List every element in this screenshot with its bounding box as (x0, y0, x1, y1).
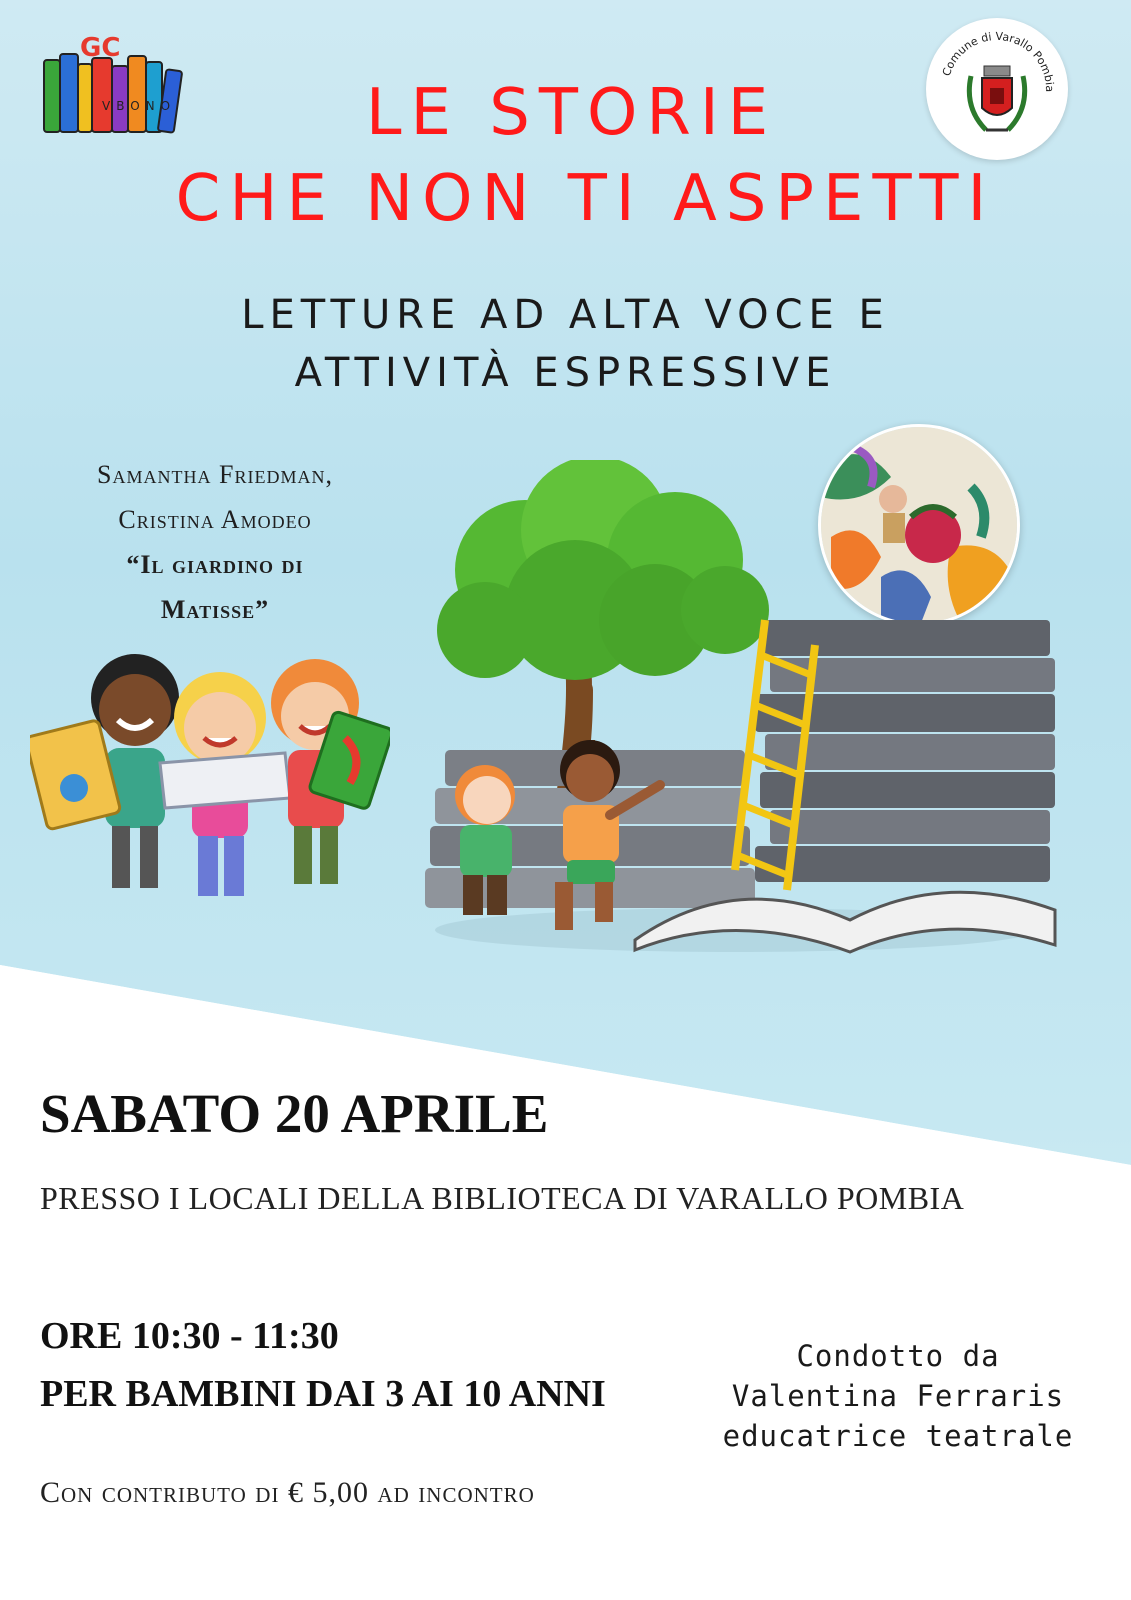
children-reading-illustration (30, 648, 390, 928)
subtitle-line-1: LETTURE AD ALTA VOCE E (241, 292, 890, 338)
event-date: SABATO 20 APRILE (40, 1083, 549, 1144)
tree-books-illustration (405, 460, 1075, 960)
book-credit (40, 452, 390, 632)
poster-subtitle (0, 286, 1131, 402)
author-2: Cristina Amodeo (118, 505, 312, 534)
title-line-1: LE STORIE (365, 76, 778, 150)
book-title-2: Matisse” (160, 595, 270, 624)
poster-title (0, 70, 1131, 242)
book-title-1: “Il giardino di (126, 550, 304, 579)
author-1: Samantha Friedman, (97, 460, 333, 489)
conducted-line-2: Valentina Ferraris (731, 1379, 1065, 1413)
conducted-by (718, 1336, 1078, 1456)
title-line-2: CHE NON TI ASPETTI (175, 162, 996, 236)
event-location: PRESSO I LOCALI DELLA BIBLIOTECA DI VARALLO POMBIA (40, 1180, 965, 1216)
subtitle-line-2: ATTIVITÀ ESPRESSIVE (294, 350, 837, 396)
logo-spine-text: VBONO (102, 99, 177, 113)
crest-text: Comune di Varallo Pombia (939, 29, 1057, 93)
event-fee: Con contributo di € 5,00 ad incontro (40, 1476, 535, 1509)
event-time: ORE 10:30 - 11:30 (40, 1315, 339, 1357)
conducted-line-1: Condotto da (796, 1339, 1000, 1373)
logo-letters: GC (80, 33, 121, 63)
conducted-line-3: educatrice teatrale (722, 1419, 1074, 1453)
event-age-range: PER BAMBINI DAI 3 AI 10 ANNI (40, 1373, 606, 1415)
